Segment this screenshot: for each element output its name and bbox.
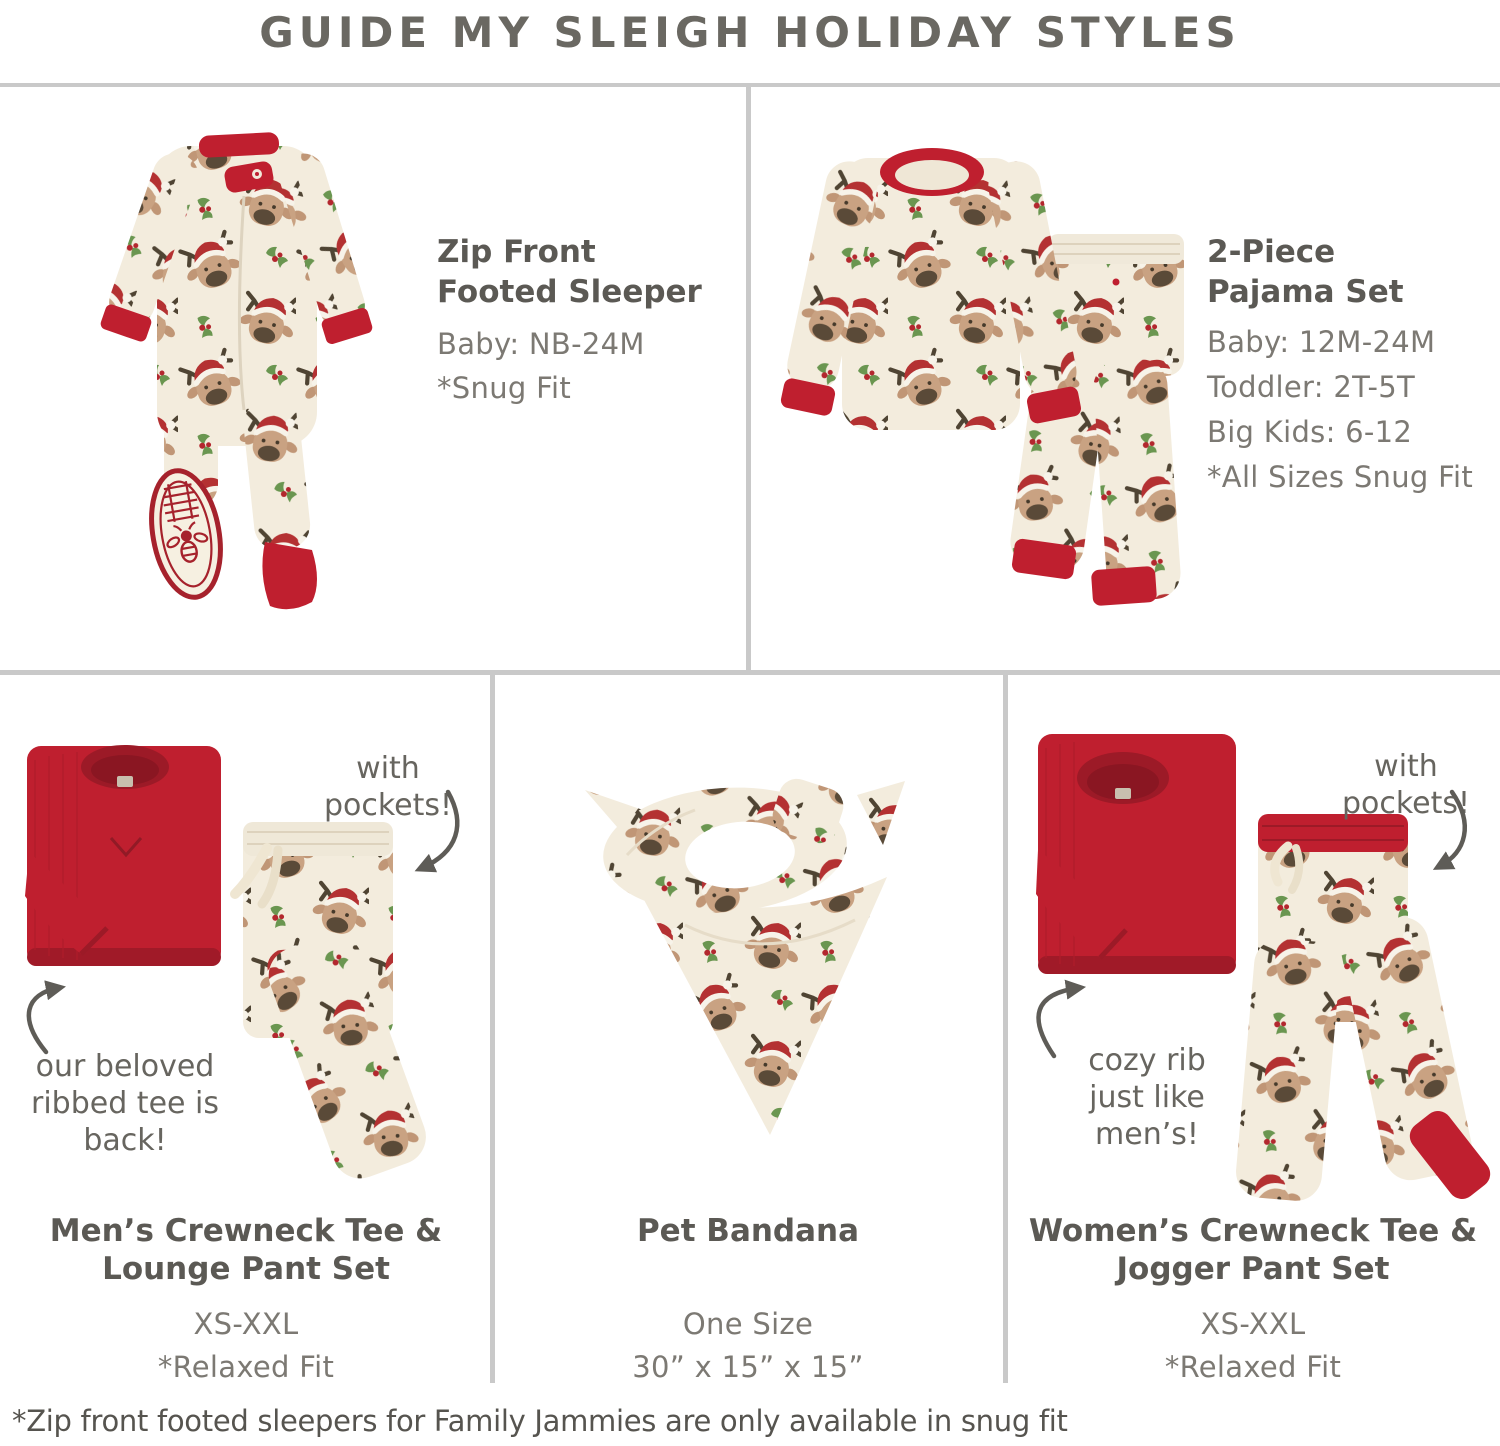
bandana-caption: Pet Bandana (636, 1213, 860, 1249)
mens-size-range: XS-XXL (193, 1307, 299, 1341)
bandana-dimensions: 30” x 15” x 15” (632, 1350, 864, 1384)
womens-fit: *Relaxed Fit (1164, 1350, 1342, 1384)
pajama-set-product-image (770, 110, 1190, 650)
sleeper-details (437, 322, 737, 410)
divider-vertical-bottom-left (490, 675, 495, 1383)
pajama-bigkids-sizes: Big Kids: 6-12 (1207, 415, 1413, 449)
pet-bandana-illustration (585, 774, 905, 1135)
mens-pockets-annotation: with pockets! (323, 751, 453, 823)
pet-bandana-product-image (565, 735, 945, 1175)
bandana-size: One Size (682, 1307, 814, 1341)
pajama-fit: *All Sizes Snug Fit (1207, 460, 1474, 494)
womens-size-range: XS-XXL (1200, 1307, 1306, 1341)
womens-set-caption: Women’s Crewneck Tee & Jogger Pant Set (1028, 1213, 1478, 1287)
sleeper-fit: *Snug Fit (437, 371, 571, 405)
pajama-set-illustration (779, 148, 1184, 606)
pajama-baby-sizes: Baby: 12M-24M (1207, 325, 1436, 359)
page-title: GUIDE MY SLEIGH HOLIDAY STYLES (259, 8, 1241, 57)
pajama-set-name: 2-Piece Pajama Set (1207, 234, 1404, 310)
sleeper-sizes: Baby: NB-24M (437, 327, 645, 361)
mens-ribbed-tee-annotation: our beloved ribbed tee is back! (31, 1049, 219, 1158)
sleeper-illustration (99, 132, 374, 609)
sleeper-product-image (60, 110, 420, 650)
divider-middle (0, 670, 1500, 675)
sleeper-name: Zip Front Footed Sleeper (437, 234, 702, 310)
womens-pockets-annotation: with pockets! (1341, 749, 1471, 821)
footnote: *Zip front footed sleepers for Family Jammies are only available in snug fit (12, 1404, 1068, 1438)
pajama-set-details (1207, 320, 1497, 500)
divider-vertical-bottom-right (1003, 675, 1008, 1383)
pajama-toddler-sizes: Toddler: 2T-5T (1207, 370, 1415, 404)
mens-set-caption: Men’s Crewneck Tee & Lounge Pant Set (49, 1213, 443, 1287)
divider-vertical-top (746, 87, 751, 670)
mens-fit: *Relaxed Fit (157, 1350, 335, 1384)
womens-rib-annotation: cozy rib just like men’s! (1088, 1043, 1206, 1152)
